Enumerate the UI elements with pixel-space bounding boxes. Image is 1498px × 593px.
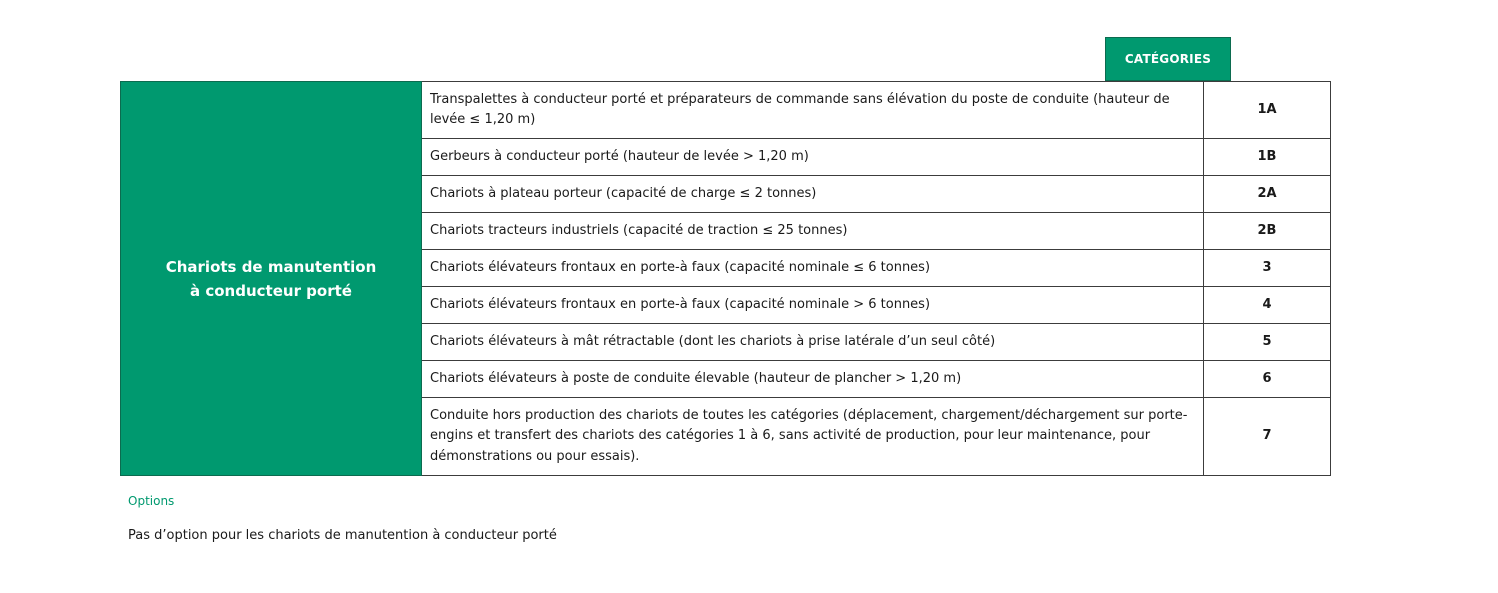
group-label: Chariots de manutention à conducteur porté bbox=[121, 82, 422, 476]
row-description: Chariots élévateurs à poste de conduite élevable (hauteur de plancher > 1,20 m) bbox=[422, 361, 1204, 398]
row-description: Chariots à plateau porteur (capacité de charge ≤ 2 tonnes) bbox=[422, 176, 1204, 213]
row-category: 1B bbox=[1204, 139, 1331, 176]
row-category: 3 bbox=[1204, 250, 1331, 287]
row-category: 6 bbox=[1204, 361, 1331, 398]
row-description: Conduite hors production des chariots de toutes les catégories (déplacement, chargement/déchargement sur porte-engins et transfert des chariots des catégories 1 à 6, sans activité de production, pour leur maintenance, pour démonstrations ou pour essais). bbox=[422, 398, 1204, 476]
row-category: 5 bbox=[1204, 324, 1331, 361]
row-description: Transpalettes à conducteur porté et préparateurs de commande sans élévation du poste de conduite (hauteur de levée ≤ 1,20 m) bbox=[422, 82, 1204, 139]
row-category: 4 bbox=[1204, 287, 1331, 324]
table-row bbox=[121, 82, 1331, 139]
categories-header: CATÉGORIES bbox=[1105, 37, 1231, 81]
row-category: 2B bbox=[1204, 213, 1331, 250]
row-description: Chariots élévateurs à mât rétractable (dont les chariots à prise latérale d’un seul côté) bbox=[422, 324, 1204, 361]
options-text: Pas d’option pour les chariots de manutention à conducteur porté bbox=[128, 528, 557, 543]
row-description: Chariots tracteurs industriels (capacité de traction ≤ 25 tonnes) bbox=[422, 213, 1204, 250]
row-category: 2A bbox=[1204, 176, 1331, 213]
categories-table bbox=[120, 81, 1331, 476]
row-category: 7 bbox=[1204, 398, 1331, 476]
row-description: Gerbeurs à conducteur porté (hauteur de levée > 1,20 m) bbox=[422, 139, 1204, 176]
row-description: Chariots élévateurs frontaux en porte-à faux (capacité nominale > 6 tonnes) bbox=[422, 287, 1204, 324]
row-category: 1A bbox=[1204, 82, 1331, 139]
row-description: Chariots élévateurs frontaux en porte-à faux (capacité nominale ≤ 6 tonnes) bbox=[422, 250, 1204, 287]
options-label: Options bbox=[128, 494, 175, 508]
